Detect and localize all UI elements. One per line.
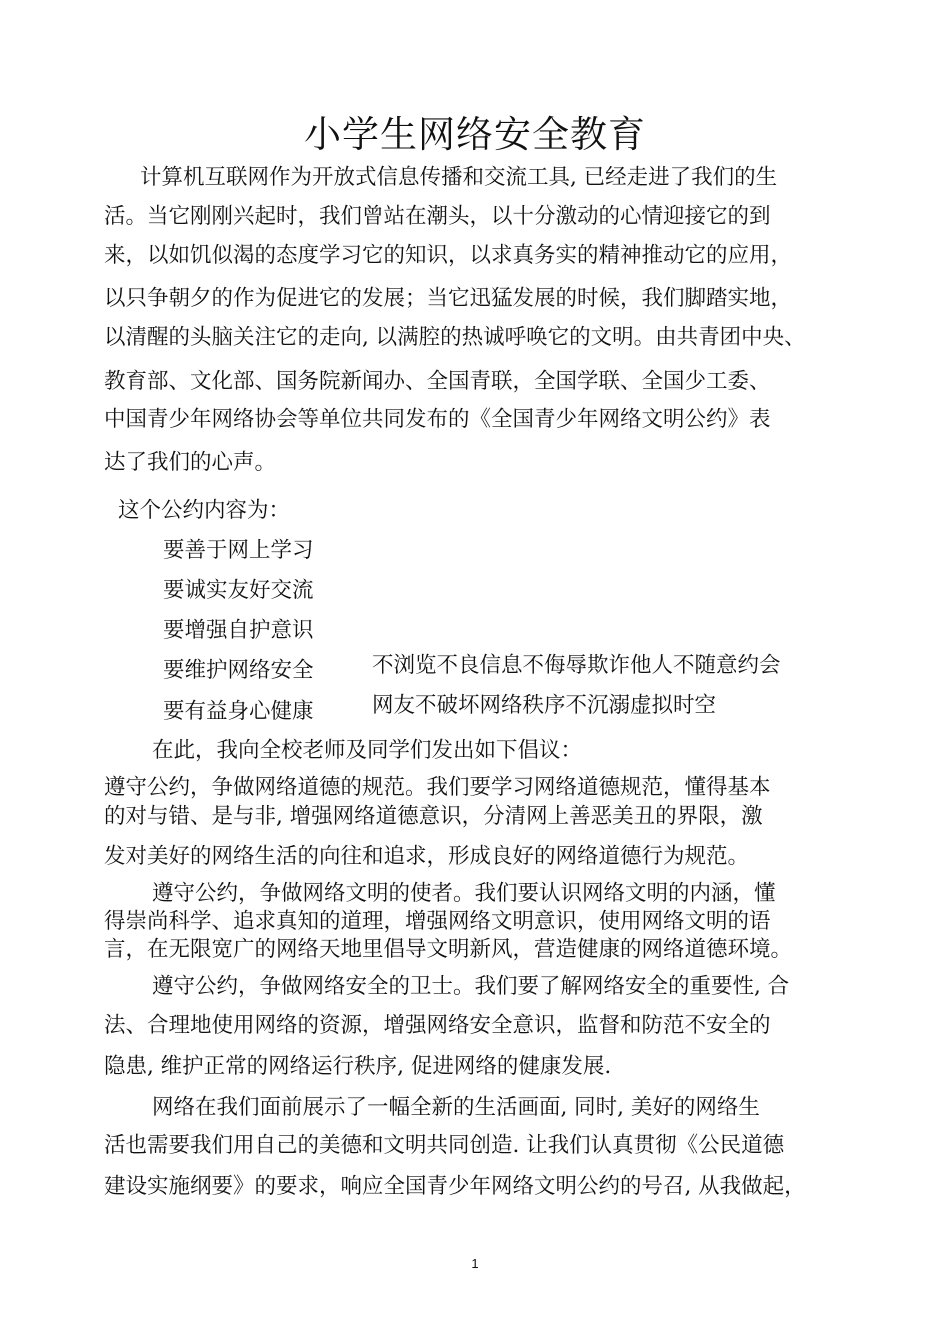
convention-item: 要善于网上学习 <box>163 538 314 563</box>
convention-side-text: 网友不破坏网络秩序不沉溺虚拟时空 <box>372 693 717 718</box>
paragraph-line: 得崇尚科学、追求真知的道理，增强网络文明意识，使用网络文明的语 <box>104 909 771 934</box>
paragraph-line: 建设实施纲要》的要求，响应全国青少年网络文明公约的号召, 从我做起， <box>104 1174 806 1199</box>
page-number: 1 <box>471 1256 479 1271</box>
intro-line: 中国青少年网络协会等单位共同发布的《全国青少年网络文明公约》表 <box>104 407 771 432</box>
paragraph-line: 隐患, 维护正常的网络运行秩序, 促进网络的健康发展. <box>104 1054 612 1079</box>
intro-line: 活。当它刚刚兴起时，我们曾站在潮头，以十分激动的心情迎接它的到 <box>104 204 771 229</box>
convention-item: 要增强自护意识 <box>163 618 314 643</box>
intro-line: 计算机互联网作为开放式信息传播和交流工具, 已经走进了我们的生 <box>140 165 778 190</box>
convention-intro: 这个公约内容为： <box>118 498 291 523</box>
convention-side-text: 不浏览不良信息不侮辱欺诈他人不随意约会 <box>372 653 781 678</box>
proposal-intro: 在此，我向全校老师及同学们发出如下倡议： <box>152 738 583 763</box>
paragraph-line: 遵守公约，争做网络安全的卫士。我们要了解网络安全的重要性, 合 <box>152 974 790 999</box>
paragraph-line: 遵守公约，争做网络道德的规范。我们要学习网络道德规范，懂得基本 <box>104 775 771 800</box>
intro-line: 以只争朝夕的作为促进它的发展；当它迅猛发展的时候，我们脚踏实地， <box>104 286 793 311</box>
intro-line: 达了我们的心声。 <box>104 450 277 475</box>
convention-item: 要维护网络安全 <box>163 658 314 683</box>
intro-line: 教育部、文化部、国务院新闻办、全国青联，全国学联、全国少工委、 <box>104 369 771 394</box>
paragraph-line: 活也需要我们用自己的美德和文明共同创造. 让我们认真贯彻《公民道德 <box>104 1133 785 1158</box>
paragraph-line: 的对与错、是与非, 增强网络道德意识，分清网上善恶美丑的界限，激 <box>104 804 763 829</box>
convention-item: 要有益身心健康 <box>163 699 314 724</box>
paragraph-line: 网络在我们面前展示了一幅全新的生活画面, 同时, 美好的网络生 <box>152 1095 760 1120</box>
paragraph-line: 言，在无限宽广的网络天地里倡导文明新风，营造健康的网络道德环境。 <box>104 937 793 962</box>
intro-line: 来，以如饥似渴的态度学习它的知识，以求真务实的精神推动它的应用， <box>104 243 793 268</box>
intro-line: 以清醒的头脑关注它的走向, 以满腔的热诚呼唤它的文明。由共青团中央、 <box>104 325 806 350</box>
convention-item: 要诚实友好交流 <box>163 578 314 603</box>
page-title: 小学生网络安全教育 <box>304 113 646 156</box>
paragraph-line: 发对美好的网络生活的向往和追求，形成良好的网络道德行为规范。 <box>104 844 750 869</box>
paragraph-line: 遵守公约，争做网络文明的使者。我们要认识网络文明的内涵，懂 <box>152 881 776 906</box>
paragraph-line: 法、合理地使用网络的资源，增强网络安全意识，监督和防范不安全的 <box>104 1013 771 1038</box>
